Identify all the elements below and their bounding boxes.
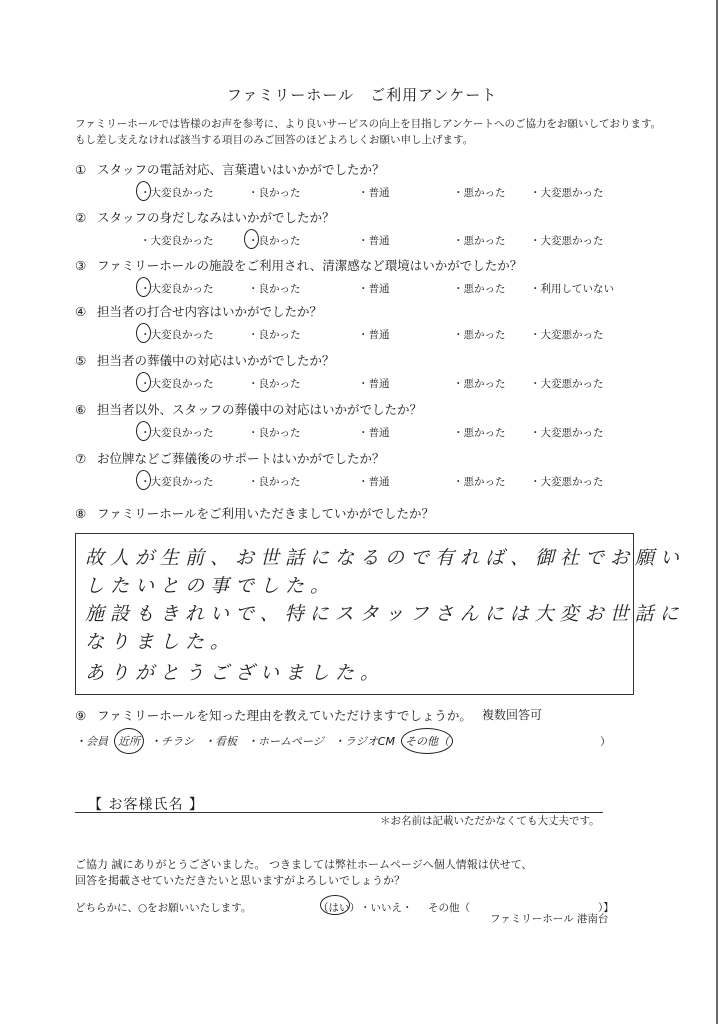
source-option-label: ・会員: [75, 735, 108, 748]
selected-circle-mark: [136, 421, 151, 441]
question-8: [75, 504, 434, 522]
answer-option[interactable]: [358, 281, 390, 296]
answer-option-label: ・普通: [358, 235, 390, 247]
source-option[interactable]: [204, 733, 237, 749]
answer-options: [0, 185, 724, 201]
selected-circle-mark: [136, 323, 151, 343]
multi-answer-note: 複数回答可: [482, 708, 543, 722]
selected-circle-mark: [401, 728, 453, 754]
source-option-label: 近所: [118, 735, 140, 748]
answer-option-label: ・大変良かった: [140, 283, 214, 295]
answer-option-label: ・良かった: [248, 427, 301, 439]
answer-options: [0, 327, 724, 343]
answer-option[interactable]: [358, 376, 390, 391]
scan-edge: [716, 0, 718, 1024]
answer-option-label: ・大変良かった: [140, 187, 214, 199]
selected-circle-mark: [136, 181, 151, 201]
answer-option-label: ・悪かった: [453, 187, 506, 199]
answer-option[interactable]: [248, 281, 301, 296]
comment-line-2: したいとの事でした。: [85, 575, 336, 597]
selected-circle-mark: [136, 372, 151, 392]
answer-option[interactable]: [530, 474, 604, 489]
source-option[interactable]: [118, 733, 140, 749]
answer-option[interactable]: [248, 425, 301, 440]
source-options: [75, 733, 459, 749]
selected-circle-mark: [136, 277, 151, 297]
answer-option-label: ・大変悪かった: [530, 187, 604, 199]
consent-other[interactable]: その他（: [428, 902, 470, 914]
question-5: [75, 351, 335, 369]
answer-option-label: ・悪かった: [453, 378, 506, 390]
answer-option[interactable]: [530, 376, 604, 391]
answer-option[interactable]: [358, 474, 390, 489]
question-text: スタッフの身だしなみはいかがでしたか？: [97, 210, 335, 225]
selected-circle-mark: [114, 728, 144, 754]
comment-line-5: ありがとうございました。: [85, 662, 386, 684]
answer-option-label: ・普通: [358, 378, 390, 390]
question-text: ファミリーホールの施設をご利用され、清潔感など環境はいかがでしたか？: [97, 258, 523, 273]
answer-option-label: ・大変良かった: [140, 476, 214, 488]
answer-option[interactable]: [358, 233, 390, 248]
answer-option-label: ・悪かった: [453, 283, 506, 295]
answer-option-label: ・大変悪かった: [530, 235, 604, 247]
question-text: お位牌などご葬儀後のサポートはいかがでしたか？: [97, 451, 385, 466]
answer-option[interactable]: [358, 327, 390, 342]
question-text: ファミリーホールをご利用いただきましていかがでしたか？: [97, 506, 435, 521]
answer-option-label: ・大変悪かった: [530, 427, 604, 439]
answer-option-label: ・利用していない: [530, 283, 614, 295]
answer-option[interactable]: [248, 376, 301, 391]
consent-no[interactable]: ・いいえ・: [360, 902, 413, 914]
question-number: ④: [75, 304, 87, 319]
question-number: ⑤: [75, 353, 87, 368]
answer-option-label: ・良かった: [248, 329, 301, 341]
answer-options: [0, 425, 724, 441]
answer-option-label: ・普通: [358, 476, 390, 488]
thanks-line-1: ご協力 誠にありがとうございました。 つきましては弊社ホームページへ個人情報は伏せて、: [75, 858, 533, 871]
question-4: [75, 302, 322, 320]
answer-option[interactable]: [140, 185, 214, 200]
answer-option[interactable]: [530, 327, 604, 342]
answer-option[interactable]: [248, 327, 301, 342]
answer-option[interactable]: [530, 425, 604, 440]
source-option-label: ・ホームページ: [247, 735, 324, 748]
answer-option[interactable]: [248, 474, 301, 489]
answer-option-label: ・大変良かった: [140, 329, 214, 341]
answer-option-label: ・悪かった: [453, 427, 506, 439]
consent-yes[interactable]: （はい）: [318, 902, 360, 914]
question-text: 担当者以外、スタッフの葬儀中の対応はいかがでしたか？: [97, 402, 423, 417]
thanks-line-2: 回答を掲載させていただきたいと思いますがよろしいでしょうか？: [75, 874, 405, 887]
answer-option-label: ・大変悪かった: [530, 329, 604, 341]
consent-close: ）】: [598, 902, 614, 914]
answer-option-label: ・普通: [358, 329, 390, 341]
answer-option[interactable]: [140, 474, 214, 489]
source-option-label: その他（: [404, 735, 449, 748]
answer-option[interactable]: [248, 233, 301, 248]
answer-option[interactable]: [140, 376, 214, 391]
answer-option-label: ・良かった: [248, 283, 301, 295]
source-option-label: ・チラシ: [150, 735, 194, 748]
answer-option-label: ・良かった: [248, 378, 301, 390]
answer-options: [0, 474, 724, 490]
question-number: ②: [75, 210, 87, 225]
answer-option[interactable]: [453, 233, 506, 248]
answer-option-label: ・良かった: [248, 235, 301, 247]
answer-option[interactable]: [453, 425, 506, 440]
answer-option[interactable]: [453, 327, 506, 342]
answer-option-label: ・悪かった: [453, 329, 506, 341]
answer-option[interactable]: [530, 233, 604, 248]
answer-option-label: ・良かった: [248, 187, 301, 199]
answer-option[interactable]: [248, 185, 301, 200]
answer-option-label: ・大変悪かった: [530, 476, 604, 488]
intro-line-1: ファミリーホールでは皆様のお声を参考に、より良いサービスの向上を目指しアンケートへのご協力をお願いしております。: [75, 118, 662, 130]
organization-name: ファミリーホール 港南台: [490, 913, 609, 925]
question-2: [75, 208, 335, 226]
source-option[interactable]: [247, 733, 324, 749]
question-3: [75, 256, 522, 274]
answer-option[interactable]: [530, 281, 614, 296]
answer-option-label: ・普通: [358, 427, 390, 439]
question-number: ⑦: [75, 451, 87, 466]
source-option[interactable]: [405, 733, 449, 749]
question-number: ⑧: [75, 506, 87, 521]
answer-option-label: ・良かった: [248, 476, 301, 488]
question-number: ⑨: [75, 708, 87, 723]
intro-line-2: もし差し支えなければ該当する項目のみご回答のほどよろしくお願い申し上げます。: [75, 134, 474, 146]
answer-option[interactable]: [453, 474, 506, 489]
answer-option[interactable]: [453, 281, 506, 296]
name-optional-note: ＊お名前は記載いただかなくても大丈夫です。: [380, 815, 600, 827]
answer-option-label: ・大変良かった: [140, 378, 214, 390]
answer-option[interactable]: [453, 185, 506, 200]
answer-options: [0, 233, 724, 249]
source-option-label: ・ラジオCM: [333, 735, 395, 748]
question-1: [75, 160, 385, 178]
other-close-paren: ）: [600, 735, 611, 748]
customer-name-label: 【 お客様氏名 】: [88, 797, 204, 813]
source-option[interactable]: [150, 733, 194, 749]
question-6: [75, 400, 422, 418]
answer-option[interactable]: [530, 185, 604, 200]
selected-circle-mark: [244, 229, 259, 249]
question-number: ③: [75, 258, 87, 273]
source-option-label: ・看板: [204, 735, 237, 748]
source-option[interactable]: [75, 733, 108, 749]
answer-option-label: ・悪かった: [453, 235, 506, 247]
answer-option-label: ・大変良かった: [140, 427, 214, 439]
question-7: [75, 449, 385, 467]
question-9: [75, 706, 472, 724]
question-text: 担当者の打合せ内容はいかがでしたか？: [97, 304, 323, 319]
question-number: ⑥: [75, 402, 87, 417]
answer-option[interactable]: [358, 185, 390, 200]
selected-circle-mark: [136, 470, 151, 490]
source-option[interactable]: [334, 733, 395, 749]
answer-option-label: ・普通: [358, 187, 390, 199]
answer-option-label: ・大変良かった: [140, 235, 214, 247]
answer-option[interactable]: [140, 327, 214, 342]
answer-option[interactable]: [140, 425, 214, 440]
comment-line-1: 故人が生前、お世話になるので有れば、御社でお願い: [85, 547, 686, 569]
question-text: ファミリーホールを知った理由を教えていただけますでしょうか。: [97, 708, 472, 723]
question-number: ①: [75, 162, 87, 177]
comment-line-4: なりました。: [85, 631, 236, 653]
answer-option[interactable]: [140, 281, 214, 296]
question-text: 担当者の葬儀中の対応はいかがでしたか？: [97, 353, 335, 368]
answer-options: [0, 376, 724, 392]
consent-selected-circle: [320, 895, 350, 915]
comment-line-3: 施設もきれいで、特にスタッフさんには大変お世話に: [85, 603, 685, 625]
page-title: ファミリーホール ご利用アンケート: [226, 86, 498, 104]
answer-options: [0, 281, 724, 297]
answer-option[interactable]: [358, 425, 390, 440]
answer-option[interactable]: [140, 233, 214, 248]
answer-option-label: ・大変悪かった: [530, 378, 604, 390]
answer-option-label: ・悪かった: [453, 476, 506, 488]
answer-option[interactable]: [453, 376, 506, 391]
question-text: スタッフの電話対応、言葉遣いはいかがでしたか？: [97, 162, 385, 177]
consent-prompt: どちらかに、○をお願いいたします。: [75, 902, 252, 914]
answer-option-label: ・普通: [358, 283, 390, 295]
